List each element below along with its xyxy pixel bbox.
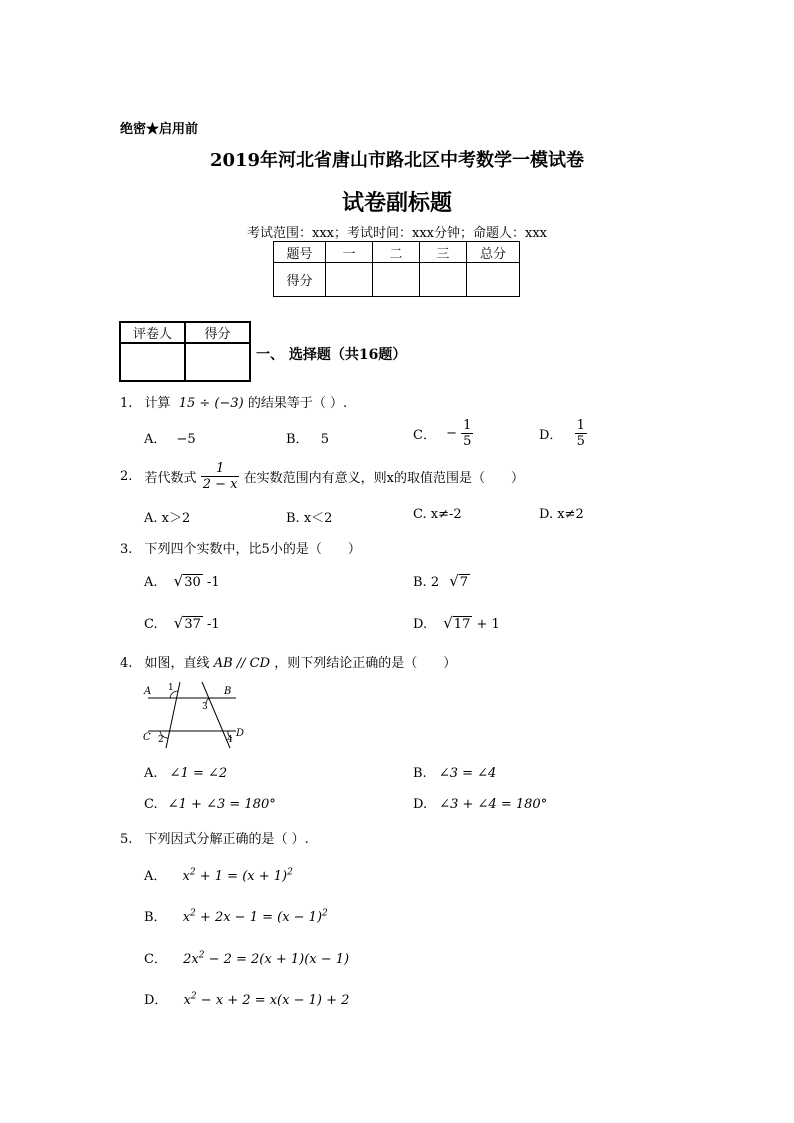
option-b[interactable] bbox=[413, 766, 496, 781]
radical-sign: √ bbox=[443, 614, 453, 632]
option-b[interactable] bbox=[413, 572, 470, 590]
fraction-denominator: 2 − x bbox=[202, 477, 238, 492]
question-text: 下列因式分解正确的是（ ）. bbox=[144, 832, 309, 847]
score-row-label: 得分 bbox=[274, 263, 326, 297]
option-label: A． bbox=[144, 432, 167, 447]
option-value: ∠3 + ∠4 = 180° bbox=[439, 797, 548, 812]
option-value: $2x^2 - 2 = 2(x + 1)(x - 1)$ bbox=[183, 950, 350, 967]
score-header-number: 题号 bbox=[274, 242, 326, 263]
option-label: C． bbox=[413, 428, 436, 443]
question-text: 如图，直线 bbox=[144, 656, 210, 671]
option-a[interactable] bbox=[144, 865, 293, 884]
option-label: D. bbox=[413, 797, 428, 812]
option-label: B. bbox=[413, 766, 427, 781]
question-1 bbox=[120, 392, 347, 411]
exam-info: 考试范围：xxx；考试时间：xxx分钟；命题人：xxx bbox=[247, 226, 547, 241]
option-label: B． bbox=[286, 432, 309, 447]
option-d[interactable]: D. x≠2 bbox=[539, 507, 584, 522]
question-number: 3. bbox=[120, 542, 133, 557]
option-value: $x^2 + 2x - 1 = (x - 1)^2$ bbox=[182, 908, 328, 925]
option-value: ∠1 + ∠3 = 180° bbox=[167, 797, 276, 812]
grader-table bbox=[119, 321, 251, 382]
score-header-one: 一 bbox=[326, 242, 373, 263]
label-c: C bbox=[143, 732, 151, 743]
option-label: B． bbox=[144, 910, 167, 925]
grader-cell[interactable] bbox=[185, 343, 250, 381]
math-expression: 15 ÷ (−3) bbox=[178, 396, 244, 411]
score-cell[interactable] bbox=[467, 263, 520, 297]
question-text: 在实数范围内有意义，则x的取值范围是（ ） bbox=[243, 471, 524, 486]
score-table bbox=[273, 241, 520, 297]
question-2 bbox=[120, 461, 524, 492]
option-value: $x^2 + 1 = (x + 1)^2$ bbox=[182, 867, 293, 884]
option-b[interactable] bbox=[286, 428, 329, 447]
question-text: 的结果等于（ ）. bbox=[247, 396, 348, 411]
fraction bbox=[575, 418, 587, 449]
label-b: B bbox=[224, 686, 232, 697]
section-title: 一、 选择题（共16题） bbox=[256, 347, 407, 363]
parallel-lines-figure bbox=[140, 678, 252, 750]
option-d[interactable] bbox=[413, 797, 547, 812]
label-angle-1: 1 bbox=[168, 683, 174, 693]
option-c[interactable] bbox=[144, 948, 349, 967]
radicand: 37 bbox=[184, 617, 201, 632]
fraction-numerator: 1 bbox=[576, 418, 585, 433]
option-label: D． bbox=[144, 993, 168, 1008]
option-value: 5 bbox=[320, 432, 329, 447]
option-label: C. bbox=[144, 617, 158, 632]
option-a[interactable] bbox=[144, 766, 227, 781]
option-c[interactable] bbox=[413, 418, 473, 449]
label-angle-4: 4 bbox=[227, 735, 233, 745]
score-header-three: 三 bbox=[420, 242, 467, 263]
label-a: A bbox=[144, 686, 152, 697]
option-value: ∠3 = ∠4 bbox=[438, 766, 497, 781]
option-a[interactable]: A. x＞2 bbox=[144, 511, 191, 526]
question-number: 5. bbox=[120, 832, 133, 847]
score-cell[interactable] bbox=[373, 263, 420, 297]
question-number: 1. bbox=[120, 396, 133, 411]
option-c[interactable] bbox=[144, 797, 276, 812]
radical-sign: √ bbox=[449, 572, 459, 590]
option-value: $x^2 - x + 2 = x(x - 1) + 2$ bbox=[183, 991, 350, 1008]
label-angle-3: 3 bbox=[202, 702, 208, 712]
score-header-two: 二 bbox=[373, 242, 420, 263]
secret-label: 绝密★启用前 bbox=[120, 122, 199, 137]
math-expression: AB // CD bbox=[213, 656, 271, 671]
option-label: C. bbox=[144, 797, 158, 812]
option-b[interactable] bbox=[144, 906, 328, 925]
question-4 bbox=[120, 652, 456, 671]
fraction-denominator: 5 bbox=[576, 434, 585, 449]
radicand: 17 bbox=[453, 617, 471, 632]
radical-sign: √ bbox=[173, 572, 184, 590]
fraction-numerator: 1 bbox=[463, 418, 472, 433]
option-tail: -1 bbox=[206, 575, 220, 590]
option-b[interactable]: B. x＜2 bbox=[286, 511, 333, 526]
option-tail: -1 bbox=[207, 617, 220, 632]
fraction-denominator: 5 bbox=[463, 434, 472, 449]
option-d[interactable] bbox=[144, 989, 349, 1008]
option-label: C． bbox=[144, 952, 167, 967]
score-header-total: 总分 bbox=[467, 242, 520, 263]
radical-sign: √ bbox=[173, 614, 184, 632]
fraction bbox=[461, 418, 473, 449]
grader-header: 评卷人 bbox=[120, 322, 185, 343]
option-label: A. bbox=[144, 766, 158, 781]
option-value: −5 bbox=[176, 432, 196, 447]
exam-title: 2019年河北省唐山市路北区中考数学一模试卷 bbox=[209, 150, 585, 171]
option-d[interactable] bbox=[413, 614, 500, 632]
option-label: A． bbox=[144, 869, 167, 884]
question-text: 若代数式 bbox=[144, 471, 197, 486]
option-label: D． bbox=[539, 428, 563, 443]
question-number: 4. bbox=[120, 656, 133, 671]
question-text: 下列四个实数中，比5小的是（ ） bbox=[144, 542, 361, 557]
fraction-sign: − bbox=[446, 426, 457, 441]
grader-cell[interactable] bbox=[120, 343, 185, 381]
question-3 bbox=[120, 538, 361, 557]
label-d: D bbox=[236, 728, 245, 739]
score-cell[interactable] bbox=[326, 263, 373, 297]
option-value: ∠1 = ∠2 bbox=[169, 766, 228, 781]
question-number: 2. bbox=[120, 469, 133, 484]
option-a[interactable] bbox=[144, 428, 196, 447]
option-tail: + 1 bbox=[476, 617, 500, 632]
question-text: 计算 bbox=[144, 396, 171, 411]
option-c[interactable]: C. x≠-2 bbox=[413, 507, 462, 522]
fraction-numerator: 1 bbox=[201, 461, 240, 477]
score-cell[interactable] bbox=[420, 263, 467, 297]
label-angle-2: 2 bbox=[158, 735, 164, 745]
fraction bbox=[201, 461, 240, 492]
question-text: ，则下列结论正确的是（ ） bbox=[274, 656, 457, 671]
option-a[interactable] bbox=[144, 572, 220, 590]
option-c[interactable] bbox=[144, 614, 220, 632]
grader-score-header: 得分 bbox=[185, 322, 250, 343]
radicand: 30 bbox=[184, 575, 201, 590]
option-label: B. 2 bbox=[413, 575, 440, 590]
question-5 bbox=[120, 828, 309, 847]
radicand: 7 bbox=[459, 575, 469, 590]
option-d[interactable] bbox=[539, 418, 587, 449]
option-label: D. bbox=[413, 617, 428, 632]
exam-subtitle: 试卷副标题 bbox=[341, 190, 452, 216]
option-label: A. bbox=[144, 575, 158, 590]
